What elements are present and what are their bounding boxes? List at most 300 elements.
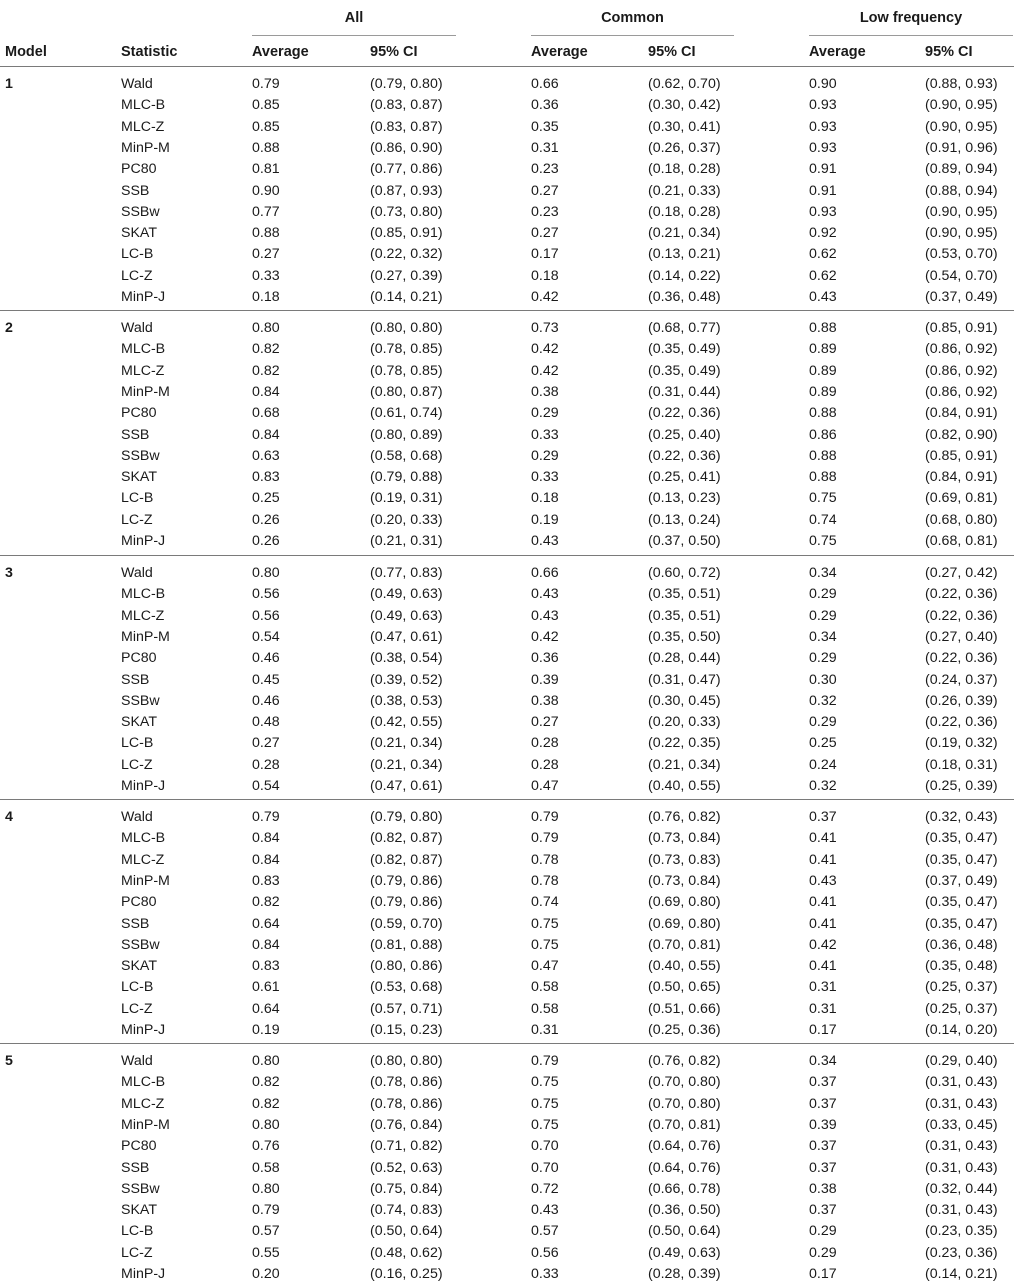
ci-value: (0.49, 0.63) xyxy=(648,1244,721,1261)
average-value: 0.43 xyxy=(809,872,837,889)
average-value: 0.88 xyxy=(809,447,837,464)
statistic-name: LC-B xyxy=(121,735,154,752)
ci-value: (0.31, 0.43) xyxy=(925,1138,998,1155)
column-header-model: Model xyxy=(5,44,47,60)
ci-value: (0.33, 0.45) xyxy=(925,1116,998,1133)
average-value: 0.25 xyxy=(252,490,280,507)
statistic-name: LC-B xyxy=(121,979,154,996)
ci-value: (0.88, 0.94) xyxy=(925,182,998,199)
average-value: 0.29 xyxy=(531,405,559,422)
ci-value: (0.70, 0.81) xyxy=(648,936,721,953)
ci-value: (0.71, 0.82) xyxy=(370,1138,443,1155)
average-value: 0.43 xyxy=(531,533,559,549)
average-value: 0.37 xyxy=(809,1159,837,1176)
ci-value: (0.84, 0.91) xyxy=(925,469,998,486)
ci-value: (0.79, 0.86) xyxy=(370,872,443,889)
ci-value: (0.79, 0.80) xyxy=(370,76,443,92)
average-value: 0.35 xyxy=(531,118,559,135)
average-value: 0.72 xyxy=(531,1180,559,1197)
ci-value: (0.90, 0.95) xyxy=(925,97,998,114)
average-value: 0.41 xyxy=(809,830,837,847)
average-value: 0.75 xyxy=(531,1116,559,1133)
ci-value: (0.26, 0.39) xyxy=(925,692,998,709)
average-value: 0.17 xyxy=(531,246,559,263)
ci-value: (0.47, 0.61) xyxy=(370,628,443,645)
ci-value: (0.27, 0.42) xyxy=(925,565,998,581)
ci-value: (0.79, 0.86) xyxy=(370,894,443,911)
average-value: 0.84 xyxy=(252,426,280,443)
average-value: 0.27 xyxy=(531,225,559,242)
average-value: 0.89 xyxy=(809,341,837,358)
ci-value: (0.90, 0.95) xyxy=(925,203,998,220)
average-value: 0.93 xyxy=(809,139,837,156)
average-value: 0.29 xyxy=(809,607,837,624)
average-value: 0.82 xyxy=(252,894,280,911)
ci-value: (0.32, 0.43) xyxy=(925,809,998,825)
ci-value: (0.87, 0.93) xyxy=(370,182,443,199)
ci-value: (0.36, 0.50) xyxy=(648,1202,721,1219)
ci-value: (0.27, 0.40) xyxy=(925,628,998,645)
average-value: 0.26 xyxy=(252,533,280,549)
column-header-ci: 95% CI xyxy=(925,44,973,60)
average-value: 0.37 xyxy=(809,1202,837,1219)
ci-value: (0.31, 0.44) xyxy=(648,383,721,400)
ci-value: (0.18, 0.28) xyxy=(648,203,721,220)
average-value: 0.84 xyxy=(252,851,280,868)
average-value: 0.33 xyxy=(531,426,559,443)
block-separator xyxy=(0,1043,1014,1044)
average-value: 0.80 xyxy=(252,565,280,581)
average-value: 0.88 xyxy=(252,225,280,242)
average-value: 0.89 xyxy=(809,383,837,400)
average-value: 0.88 xyxy=(809,405,837,422)
average-value: 0.92 xyxy=(809,225,837,242)
ci-value: (0.59, 0.70) xyxy=(370,915,443,932)
statistic-name: LC-Z xyxy=(121,267,153,284)
statistic-name: SSB xyxy=(121,182,150,199)
average-value: 0.18 xyxy=(252,289,280,305)
ci-value: (0.38, 0.53) xyxy=(370,692,443,709)
ci-value: (0.35, 0.48) xyxy=(925,958,998,975)
ci-value: (0.24, 0.37) xyxy=(925,671,998,688)
average-value: 0.82 xyxy=(252,362,280,379)
average-value: 0.29 xyxy=(809,714,837,731)
statistic-name: MLC-Z xyxy=(121,1095,165,1112)
ci-value: (0.62, 0.70) xyxy=(648,76,721,92)
ci-value: (0.80, 0.87) xyxy=(370,383,443,400)
statistic-name: SKAT xyxy=(121,1202,158,1219)
average-value: 0.85 xyxy=(252,118,280,135)
ci-value: (0.66, 0.78) xyxy=(648,1180,721,1197)
average-value: 0.82 xyxy=(252,341,280,358)
ci-value: (0.18, 0.28) xyxy=(648,161,721,178)
ci-value: (0.31, 0.43) xyxy=(925,1074,998,1091)
average-value: 0.26 xyxy=(252,511,280,528)
ci-value: (0.25, 0.39) xyxy=(925,778,998,794)
ci-value: (0.49, 0.63) xyxy=(370,607,443,624)
average-value: 0.23 xyxy=(531,203,559,220)
statistic-name: MinP-M xyxy=(121,383,170,400)
average-value: 0.88 xyxy=(809,320,837,336)
statistic-name: MinP-J xyxy=(121,1022,166,1038)
model-number: 2 xyxy=(5,320,13,336)
ci-value: (0.54, 0.70) xyxy=(925,267,998,284)
average-value: 0.29 xyxy=(809,1223,837,1240)
ci-value: (0.30, 0.45) xyxy=(648,692,721,709)
average-value: 0.84 xyxy=(252,830,280,847)
ci-value: (0.78, 0.86) xyxy=(370,1095,443,1112)
statistic-name: LC-B xyxy=(121,246,154,263)
ci-value: (0.88, 0.93) xyxy=(925,76,998,92)
ci-value: (0.69, 0.81) xyxy=(925,490,998,507)
ci-value: (0.13, 0.21) xyxy=(648,246,721,263)
ci-value: (0.78, 0.86) xyxy=(370,1074,443,1091)
ci-value: (0.18, 0.31) xyxy=(925,756,998,773)
ci-value: (0.82, 0.87) xyxy=(370,830,443,847)
statistic-name: MinP-J xyxy=(121,1266,166,1282)
model-number: 4 xyxy=(5,809,13,825)
ci-value: (0.53, 0.68) xyxy=(370,979,443,996)
average-value: 0.56 xyxy=(531,1244,559,1261)
average-value: 0.43 xyxy=(531,607,559,624)
ci-value: (0.13, 0.24) xyxy=(648,511,721,528)
average-value: 0.56 xyxy=(252,586,280,603)
average-value: 0.57 xyxy=(531,1223,559,1240)
ci-value: (0.85, 0.91) xyxy=(370,225,443,242)
average-value: 0.28 xyxy=(252,756,280,773)
ci-value: (0.22, 0.35) xyxy=(648,735,721,752)
average-value: 0.31 xyxy=(531,139,559,156)
average-value: 0.70 xyxy=(531,1159,559,1176)
ci-value: (0.80, 0.86) xyxy=(370,958,443,975)
average-value: 0.24 xyxy=(809,756,837,773)
ci-value: (0.31, 0.43) xyxy=(925,1095,998,1112)
average-value: 0.75 xyxy=(531,936,559,953)
statistic-name: MinP-M xyxy=(121,1116,170,1133)
average-value: 0.28 xyxy=(531,735,559,752)
column-header-average: Average xyxy=(531,44,588,60)
ci-value: (0.75, 0.84) xyxy=(370,1180,443,1197)
average-value: 0.64 xyxy=(252,1000,280,1017)
average-value: 0.27 xyxy=(252,735,280,752)
average-value: 0.38 xyxy=(809,1180,837,1197)
ci-value: (0.68, 0.77) xyxy=(648,320,721,336)
ci-value: (0.47, 0.61) xyxy=(370,778,443,794)
average-value: 0.55 xyxy=(252,1244,280,1261)
average-value: 0.79 xyxy=(531,809,559,825)
ci-value: (0.22, 0.36) xyxy=(925,607,998,624)
statistic-name: SSBw xyxy=(121,447,160,464)
ci-value: (0.14, 0.20) xyxy=(925,1022,998,1038)
ci-value: (0.74, 0.83) xyxy=(370,1202,443,1219)
average-value: 0.83 xyxy=(252,872,280,889)
average-value: 0.34 xyxy=(809,1053,837,1069)
average-value: 0.83 xyxy=(252,469,280,486)
average-value: 0.19 xyxy=(252,1022,280,1038)
average-value: 0.42 xyxy=(531,362,559,379)
ci-value: (0.35, 0.50) xyxy=(648,628,721,645)
average-value: 0.32 xyxy=(809,778,837,794)
average-value: 0.66 xyxy=(531,76,559,92)
group-underline xyxy=(809,35,1013,36)
average-value: 0.91 xyxy=(809,182,837,199)
statistic-name: MLC-Z xyxy=(121,851,165,868)
average-value: 0.25 xyxy=(809,735,837,752)
average-value: 0.41 xyxy=(809,958,837,975)
ci-value: (0.40, 0.55) xyxy=(648,778,721,794)
ci-value: (0.68, 0.80) xyxy=(925,511,998,528)
ci-value: (0.32, 0.44) xyxy=(925,1180,998,1197)
average-value: 0.47 xyxy=(531,958,559,975)
statistic-name: SSB xyxy=(121,426,150,443)
average-value: 0.75 xyxy=(809,533,837,549)
average-value: 0.17 xyxy=(809,1022,837,1038)
statistic-name: Wald xyxy=(121,1053,153,1069)
block-separator xyxy=(0,310,1014,311)
ci-value: (0.77, 0.83) xyxy=(370,565,443,581)
ci-value: (0.35, 0.47) xyxy=(925,894,998,911)
average-value: 0.39 xyxy=(809,1116,837,1133)
average-value: 0.58 xyxy=(252,1159,280,1176)
average-value: 0.37 xyxy=(809,1138,837,1155)
ci-value: (0.79, 0.80) xyxy=(370,809,443,825)
ci-value: (0.23, 0.36) xyxy=(925,1244,998,1261)
statistic-name: PC80 xyxy=(121,650,157,667)
ci-value: (0.68, 0.81) xyxy=(925,533,998,549)
average-value: 0.29 xyxy=(809,1244,837,1261)
average-value: 0.81 xyxy=(252,161,280,178)
average-value: 0.80 xyxy=(252,1116,280,1133)
header-rule xyxy=(0,66,1014,67)
ci-value: (0.19, 0.31) xyxy=(370,490,443,507)
average-value: 0.27 xyxy=(531,182,559,199)
average-value: 0.88 xyxy=(809,469,837,486)
average-value: 0.79 xyxy=(531,1053,559,1069)
statistic-name: PC80 xyxy=(121,1138,157,1155)
ci-value: (0.16, 0.25) xyxy=(370,1266,443,1282)
ci-value: (0.22, 0.36) xyxy=(925,650,998,667)
ci-value: (0.69, 0.80) xyxy=(648,915,721,932)
ci-value: (0.30, 0.42) xyxy=(648,97,721,114)
ci-value: (0.14, 0.21) xyxy=(925,1266,998,1282)
average-value: 0.42 xyxy=(531,289,559,305)
statistic-name: PC80 xyxy=(121,405,157,422)
statistic-name: Wald xyxy=(121,809,153,825)
average-value: 0.29 xyxy=(531,447,559,464)
average-value: 0.62 xyxy=(809,267,837,284)
ci-value: (0.35, 0.47) xyxy=(925,830,998,847)
statistic-name: PC80 xyxy=(121,894,157,911)
column-header-ci: 95% CI xyxy=(370,44,418,60)
ci-value: (0.37, 0.50) xyxy=(648,533,721,549)
average-value: 0.27 xyxy=(531,714,559,731)
column-header-average: Average xyxy=(809,44,866,60)
ci-value: (0.35, 0.51) xyxy=(648,607,721,624)
average-value: 0.63 xyxy=(252,447,280,464)
ci-value: (0.60, 0.72) xyxy=(648,565,721,581)
average-value: 0.79 xyxy=(252,1202,280,1219)
ci-value: (0.28, 0.39) xyxy=(648,1266,721,1282)
average-value: 0.31 xyxy=(809,979,837,996)
model-number: 3 xyxy=(5,565,13,581)
ci-value: (0.90, 0.95) xyxy=(925,225,998,242)
ci-value: (0.85, 0.91) xyxy=(925,320,998,336)
ci-value: (0.35, 0.49) xyxy=(648,362,721,379)
ci-value: (0.91, 0.96) xyxy=(925,139,998,156)
average-value: 0.41 xyxy=(809,894,837,911)
average-value: 0.75 xyxy=(531,915,559,932)
average-value: 0.89 xyxy=(809,362,837,379)
ci-value: (0.13, 0.23) xyxy=(648,490,721,507)
average-value: 0.36 xyxy=(531,650,559,667)
ci-value: (0.22, 0.32) xyxy=(370,246,443,263)
statistic-name: SKAT xyxy=(121,958,158,975)
average-value: 0.75 xyxy=(531,1095,559,1112)
ci-value: (0.82, 0.87) xyxy=(370,851,443,868)
block-separator xyxy=(0,799,1014,800)
ci-value: (0.64, 0.76) xyxy=(648,1159,721,1176)
average-value: 0.93 xyxy=(809,97,837,114)
ci-value: (0.90, 0.95) xyxy=(925,118,998,135)
ci-value: (0.22, 0.36) xyxy=(925,586,998,603)
average-value: 0.34 xyxy=(809,565,837,581)
ci-value: (0.25, 0.36) xyxy=(648,1022,721,1038)
average-value: 0.84 xyxy=(252,383,280,400)
ci-value: (0.51, 0.66) xyxy=(648,1000,721,1017)
statistic-name: MLC-B xyxy=(121,97,166,114)
ci-value: (0.76, 0.84) xyxy=(370,1116,443,1133)
ci-value: (0.42, 0.55) xyxy=(370,714,443,731)
average-value: 0.82 xyxy=(252,1095,280,1112)
ci-value: (0.35, 0.47) xyxy=(925,851,998,868)
ci-value: (0.31, 0.43) xyxy=(925,1202,998,1219)
ci-value: (0.73, 0.84) xyxy=(648,830,721,847)
average-value: 0.77 xyxy=(252,203,280,220)
average-value: 0.27 xyxy=(252,246,280,263)
ci-value: (0.50, 0.65) xyxy=(648,979,721,996)
statistic-name: LC-Z xyxy=(121,1244,153,1261)
ci-value: (0.61, 0.74) xyxy=(370,405,443,422)
ci-value: (0.48, 0.62) xyxy=(370,1244,443,1261)
ci-value: (0.21, 0.31) xyxy=(370,533,443,549)
ci-value: (0.86, 0.92) xyxy=(925,362,998,379)
ci-value: (0.89, 0.94) xyxy=(925,161,998,178)
ci-value: (0.25, 0.37) xyxy=(925,979,998,996)
ci-value: (0.64, 0.76) xyxy=(648,1138,721,1155)
average-value: 0.18 xyxy=(531,267,559,284)
group-header: All xyxy=(344,10,364,26)
ci-value: (0.70, 0.80) xyxy=(648,1074,721,1091)
ci-value: (0.81, 0.88) xyxy=(370,936,443,953)
average-value: 0.38 xyxy=(531,692,559,709)
average-value: 0.88 xyxy=(252,139,280,156)
average-value: 0.91 xyxy=(809,161,837,178)
ci-value: (0.25, 0.41) xyxy=(648,469,721,486)
ci-value: (0.20, 0.33) xyxy=(370,511,443,528)
statistic-name: PC80 xyxy=(121,161,157,178)
average-value: 0.64 xyxy=(252,915,280,932)
average-value: 0.79 xyxy=(531,830,559,847)
average-value: 0.75 xyxy=(809,490,837,507)
statistic-name: SSBw xyxy=(121,692,160,709)
statistic-name: LC-Z xyxy=(121,1000,153,1017)
ci-value: (0.20, 0.33) xyxy=(648,714,721,731)
average-value: 0.28 xyxy=(531,756,559,773)
average-value: 0.90 xyxy=(809,76,837,92)
ci-value: (0.26, 0.37) xyxy=(648,139,721,156)
average-value: 0.82 xyxy=(252,1074,280,1091)
average-value: 0.37 xyxy=(809,1095,837,1112)
average-value: 0.58 xyxy=(531,1000,559,1017)
statistic-name: Wald xyxy=(121,320,153,336)
statistic-name: MinP-J xyxy=(121,778,166,794)
statistic-name: MinP-J xyxy=(121,533,166,549)
average-value: 0.46 xyxy=(252,692,280,709)
statistic-name: SKAT xyxy=(121,225,158,242)
average-value: 0.78 xyxy=(531,872,559,889)
average-value: 0.79 xyxy=(252,809,280,825)
statistic-name: MLC-B xyxy=(121,341,166,358)
group-header: Low frequency xyxy=(859,10,963,26)
average-value: 0.20 xyxy=(252,1266,280,1282)
ci-value: (0.35, 0.47) xyxy=(925,915,998,932)
block-separator xyxy=(0,555,1014,556)
statistic-name: MinP-M xyxy=(121,872,170,889)
ci-value: (0.28, 0.44) xyxy=(648,650,721,667)
average-value: 0.74 xyxy=(531,894,559,911)
ci-value: (0.37, 0.49) xyxy=(925,289,998,305)
statistic-name: SKAT xyxy=(121,469,158,486)
ci-value: (0.80, 0.80) xyxy=(370,1053,443,1069)
average-value: 0.84 xyxy=(252,936,280,953)
average-value: 0.17 xyxy=(809,1266,837,1282)
column-header-average: Average xyxy=(252,44,309,60)
ci-value: (0.35, 0.51) xyxy=(648,586,721,603)
ci-value: (0.39, 0.52) xyxy=(370,671,443,688)
ci-value: (0.70, 0.80) xyxy=(648,1095,721,1112)
ci-value: (0.76, 0.82) xyxy=(648,1053,721,1069)
ci-value: (0.19, 0.32) xyxy=(925,735,998,752)
average-value: 0.19 xyxy=(531,511,559,528)
statistic-name: MLC-B xyxy=(121,586,166,603)
ci-value: (0.83, 0.87) xyxy=(370,118,443,135)
ci-value: (0.23, 0.35) xyxy=(925,1223,998,1240)
statistic-name: SSBw xyxy=(121,936,160,953)
ci-value: (0.38, 0.54) xyxy=(370,650,443,667)
statistic-name: MLC-Z xyxy=(121,362,165,379)
ci-value: (0.86, 0.92) xyxy=(925,341,998,358)
ci-value: (0.22, 0.36) xyxy=(648,405,721,422)
average-value: 0.73 xyxy=(531,320,559,336)
average-value: 0.23 xyxy=(531,161,559,178)
ci-value: (0.36, 0.48) xyxy=(925,936,998,953)
average-value: 0.32 xyxy=(809,692,837,709)
ci-value: (0.73, 0.80) xyxy=(370,203,443,220)
average-value: 0.37 xyxy=(809,809,837,825)
ci-value: (0.31, 0.47) xyxy=(648,671,721,688)
ci-value: (0.27, 0.39) xyxy=(370,267,443,284)
average-value: 0.66 xyxy=(531,565,559,581)
group-underline xyxy=(531,35,734,36)
statistic-name: SSB xyxy=(121,915,150,932)
average-value: 0.93 xyxy=(809,203,837,220)
average-value: 0.43 xyxy=(531,1202,559,1219)
ci-value: (0.15, 0.23) xyxy=(370,1022,443,1038)
average-value: 0.36 xyxy=(531,97,559,114)
ci-value: (0.14, 0.21) xyxy=(370,289,443,305)
ci-value: (0.84, 0.91) xyxy=(925,405,998,422)
statistic-name: LC-Z xyxy=(121,511,153,528)
